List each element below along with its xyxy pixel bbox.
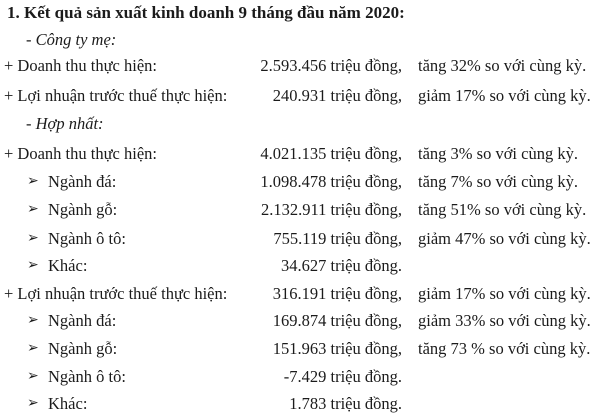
row-value: 151.963 triệu đồng, [272, 339, 402, 358]
row-value: 240.931 triệu đồng, [272, 86, 402, 105]
row-label: + Doanh thu thực hiện: [4, 56, 157, 75]
row-label: Ngành gỗ: [48, 339, 118, 358]
row-value: -7.429 triệu đồng. [283, 367, 402, 386]
arrow-bullet-icon: ➢ [27, 396, 39, 411]
arrow-bullet-icon: ➢ [27, 174, 39, 189]
row-value: 1.783 triệu đồng. [289, 394, 402, 413]
row-value: 2.132.911 triệu đồng, [261, 200, 402, 219]
row-comparison: giảm 33% so với cùng kỳ. [418, 311, 591, 330]
row-comparison: tăng 7% so với cùng kỳ. [418, 172, 578, 191]
row-value: 4.021.135 triệu đồng, [260, 144, 402, 163]
revenue-auto-row [0, 229, 608, 251]
row-label: Ngành ô tô: [48, 367, 126, 386]
row-comparison: giảm 17% so với cùng kỳ. [418, 86, 591, 105]
row-comparison: tăng 3% so với cùng kỳ. [418, 144, 578, 163]
consolidated-label: - Hợp nhất: [26, 114, 104, 133]
revenue-stone-row [0, 172, 608, 194]
row-value: 169.874 triệu đồng, [272, 311, 402, 330]
section-heading: 1. Kết quả sản xuất kinh doanh 9 tháng đầu năm 2020: [7, 3, 405, 22]
row-label: + Lợi nhuận trước thuế thực hiện: [4, 284, 228, 303]
row-label: Ngành đá: [48, 172, 117, 191]
parent-profit-row [0, 86, 608, 108]
row-comparison: giảm 17% so với cùng kỳ. [418, 284, 591, 303]
arrow-bullet-icon: ➢ [27, 231, 39, 246]
arrow-bullet-icon: ➢ [27, 341, 39, 356]
row-label: Ngành đá: [48, 311, 117, 330]
row-comparison: tăng 73 % so với cùng kỳ. [418, 339, 591, 358]
arrow-bullet-icon: ➢ [27, 369, 39, 384]
row-value: 2.593.456 triệu đồng, [260, 56, 402, 75]
profit-stone-row [0, 311, 608, 333]
revenue-other-row [0, 256, 608, 278]
consolidated-profit-row [0, 284, 608, 306]
profit-other-row [0, 394, 608, 416]
arrow-bullet-icon: ➢ [27, 313, 39, 328]
profit-wood-row [0, 339, 608, 361]
arrow-bullet-icon: ➢ [27, 258, 39, 273]
profit-auto-row [0, 367, 608, 389]
row-comparison: tăng 51% so với cùng kỳ. [418, 200, 587, 219]
parent-revenue-row [0, 56, 608, 78]
row-value: 755.119 triệu đồng, [273, 229, 402, 248]
row-comparison: tăng 32% so với cùng kỳ. [418, 56, 587, 75]
row-value: 1.098.478 triệu đồng, [260, 172, 402, 191]
row-value: 34.627 triệu đồng. [281, 256, 402, 275]
row-label: Ngành ô tô: [48, 229, 126, 248]
row-label: Khác: [48, 394, 88, 413]
row-value: 316.191 triệu đồng, [272, 284, 402, 303]
consolidated-revenue-row [0, 144, 608, 166]
arrow-bullet-icon: ➢ [27, 202, 39, 217]
row-label: + Lợi nhuận trước thuế thực hiện: [4, 86, 228, 105]
row-label: Ngành gỗ: [48, 200, 118, 219]
revenue-wood-row [0, 200, 608, 222]
row-comparison: giảm 47% so với cùng kỳ. [418, 229, 591, 248]
row-label: + Doanh thu thực hiện: [4, 144, 157, 163]
row-label: Khác: [48, 256, 88, 275]
parent-company-label: - Công ty mẹ: [26, 30, 117, 49]
